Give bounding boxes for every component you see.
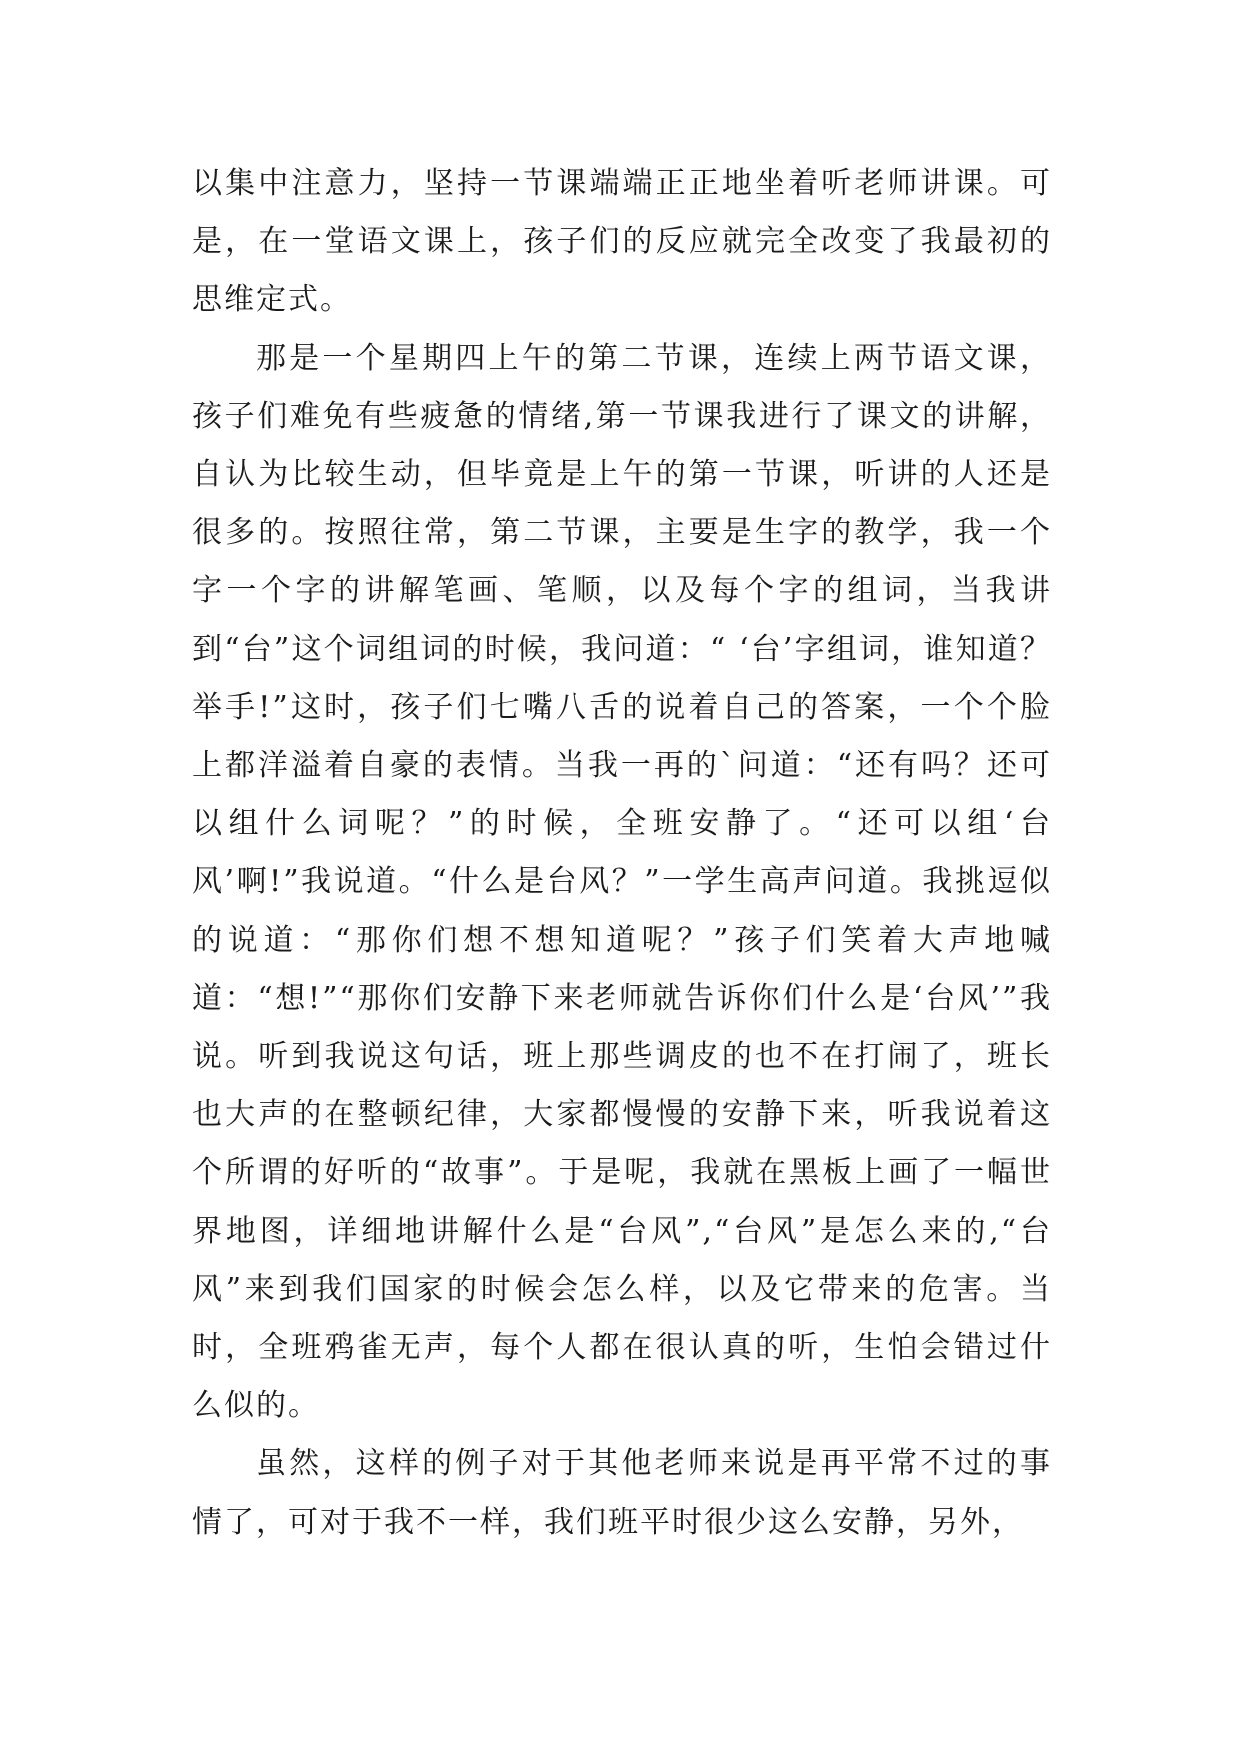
paragraph-1: 以集中注意力，坚持一节课端端正正地坐着听老师讲课。可是，在一堂语文课上，孩子们的反应就完全改变了我最初的思维定式。 — [192, 166, 1052, 318]
paragraph-2: 那是一个星期四上午的第二节课，连续上两节语文课，孩子们难免有些疲惫的情绪,第一节课我进行了课文的讲解，自认为比较生动，但毕竟是上午的第一节课，听讲的人还是很多的。按照往常，第二节课，主要是生字的教学，我一个字一个字的讲解笔画、笔顺，以及每个字的组词，当我讲到“台”这个词组词的时候，我问道：“ ‘台’字组词，谁知道？举手!”这时，孩子们七嘴八舌的说着自己的答案，一个个脸上都洋溢着自豪的表情。当我一再的`问道：“还有吗？还可以组什么词呢？”的时候，全班安静了。“还可以组‘台风’啊!”我说道。“什么是台风？”一学生高声问道。我挑逗似的说道：“那你们想不想知道呢？”孩子们笑着大声地喊道：“想!”“那你们安静下来老师就告诉你们什么是‘台风’”我说。听到我说这句话，班上那些调皮的也不在打闹了，班长也大声的在整顿纪律，大家都慢慢的安静下来，听我说着这个所谓的好听的“故事”。于是呢，我就在黑板上画了一幅世界地图，详细地讲解什么是“台风”,“台风”是怎么来的,“台风”来到我们国家的时候会怎么样，以及它带来的危害。当时，全班鸦雀无声，每个人都在很认真的听，生怕会错过什么似的。 — [192, 340, 1052, 1424]
paragraph-3: 虽然，这样的例子对于其他老师来说是再平常不过的事情了，可对于我不一样，我们班平时很少这么安静，另外， — [192, 1446, 1052, 1540]
document-body — [192, 155, 1052, 1552]
